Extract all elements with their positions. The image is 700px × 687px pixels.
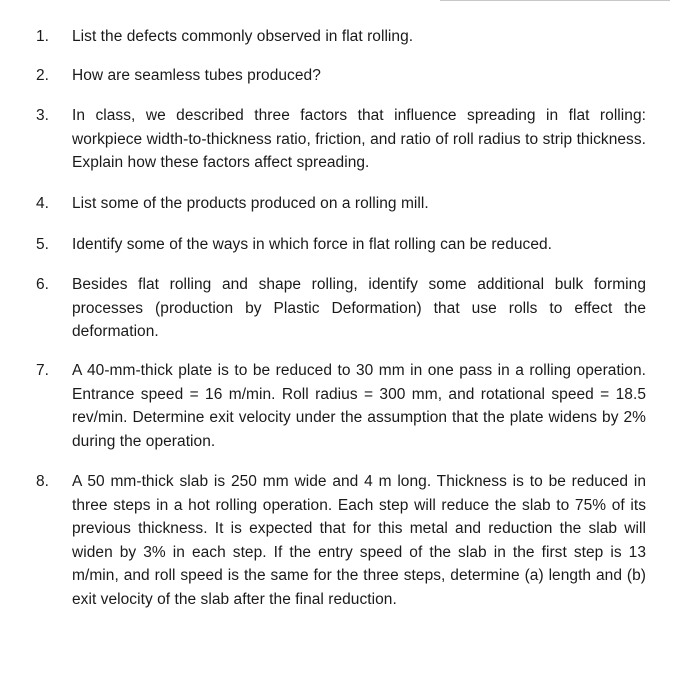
question-number: 6. bbox=[36, 276, 49, 293]
question-number: 3. bbox=[36, 107, 49, 124]
question-text: List the defects commonly observed in flat rolling. bbox=[72, 28, 414, 45]
question-number: 8. bbox=[36, 473, 49, 490]
question-number: 1. bbox=[36, 28, 49, 45]
question-text: How are seamless tubes produced? bbox=[72, 67, 321, 84]
question-number: 7. bbox=[36, 362, 49, 379]
question-text: List some of the products produced on a rolling mill. bbox=[72, 195, 429, 212]
question-text: In class, we described three factors that influence spreading in flat rolling: workpiece width-to-thickness ratio, friction, and ratio of roll radius to strip thickness. Explain how these factors affect spreading. bbox=[72, 107, 646, 171]
question-number: 5. bbox=[36, 236, 49, 253]
question-text: Identify some of the ways in which force in flat rolling can be reduced. bbox=[72, 236, 553, 253]
top-divider bbox=[440, 0, 670, 1]
question-text: A 40-mm-thick plate is to be reduced to 30 mm in one pass in a rolling operation. Entrance speed = 16 m/min. Roll radius = 300 mm, and rotational speed = 18.5 rev/min. Determine exit velocity under the assumption that the plate widens by 2% during the operation. bbox=[72, 362, 646, 450]
question-text: A 50 mm-thick slab is 250 mm wide and 4 m long. Thickness is to be reduced in three steps in a hot rolling operation. Each step will reduce the slab to 75% of its previous thickness. It is expected that for this metal and reduction the slab will widen by 3% in each step. If the entry speed of the slab in the first step is 13 m/min, and roll speed is the same for the three steps, determine (a) length and (b) exit velocity of the slab after the final reduction. bbox=[72, 473, 646, 608]
question-number: 4. bbox=[36, 195, 49, 212]
question-number: 2. bbox=[36, 67, 49, 84]
question-text: Besides flat rolling and shape rolling, identify some additional bulk forming processes (production by Plastic Deformation) that use rolls to effect the deformation. bbox=[72, 276, 646, 340]
